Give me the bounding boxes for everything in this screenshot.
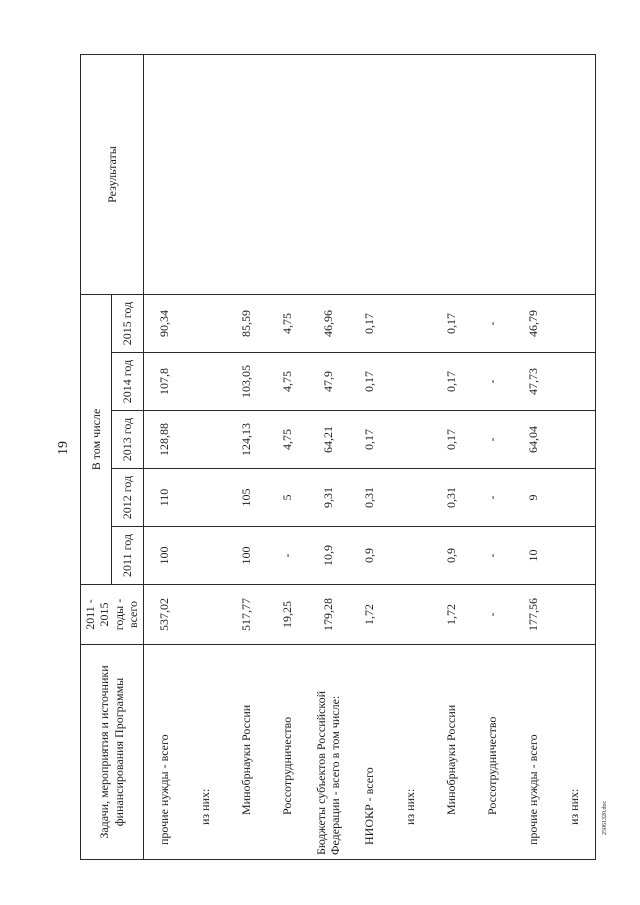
cell-y2013: - xyxy=(472,411,513,469)
cell-y2014: 0,17 xyxy=(431,353,472,411)
table-row xyxy=(472,54,513,859)
cell-y2015: 0,17 xyxy=(431,294,472,352)
cell-y2011 xyxy=(185,527,226,585)
financing-table xyxy=(80,54,596,860)
cell-y2013: 0,17 xyxy=(349,411,390,469)
cell-y2013 xyxy=(185,411,226,469)
cell-y2012 xyxy=(185,469,226,527)
header-total: 2011 - 2015 годы - всего xyxy=(81,585,144,645)
cell-y2015: 0,17 xyxy=(349,294,390,352)
cell-results xyxy=(185,54,226,294)
header-year-2014: 2014 год xyxy=(112,353,143,411)
cell-total: 177,56 xyxy=(513,585,554,645)
row-label: из них: xyxy=(185,645,226,860)
row-label: Минобрнауки России xyxy=(226,645,267,860)
cell-total: 517,77 xyxy=(226,585,267,645)
cell-y2011: - xyxy=(267,527,308,585)
cell-y2014: 47,73 xyxy=(513,353,554,411)
row-label: Минобрнауки России xyxy=(431,645,472,860)
page-number: 19 xyxy=(56,441,71,455)
cell-results xyxy=(554,54,596,294)
table-row xyxy=(431,54,472,859)
cell-results xyxy=(226,54,267,294)
cell-y2012: 0,31 xyxy=(349,469,390,527)
cell-y2013: 64,21 xyxy=(308,411,349,469)
cell-y2013 xyxy=(554,411,596,469)
cell-y2013: 4,75 xyxy=(267,411,308,469)
table-row xyxy=(349,54,390,859)
cell-y2014 xyxy=(185,353,226,411)
cell-y2013: 128,88 xyxy=(143,411,185,469)
cell-y2014 xyxy=(390,353,431,411)
header-year-2011: 2011 год xyxy=(112,527,143,585)
row-label: прочие нужды - всего xyxy=(143,645,185,860)
cell-y2015 xyxy=(390,294,431,352)
table-row xyxy=(226,54,267,859)
cell-y2014 xyxy=(554,353,596,411)
cell-total: 179,28 xyxy=(308,585,349,645)
cell-total xyxy=(185,585,226,645)
cell-y2015: 46,96 xyxy=(308,294,349,352)
cell-y2011: 0,9 xyxy=(431,527,472,585)
cell-results xyxy=(390,54,431,294)
table-row xyxy=(185,54,226,859)
rotated-table-container xyxy=(80,55,600,860)
row-label: из них: xyxy=(554,645,596,860)
cell-y2012: 110 xyxy=(143,469,185,527)
cell-results xyxy=(267,54,308,294)
cell-total: - xyxy=(472,585,513,645)
cell-y2011: 10,9 xyxy=(308,527,349,585)
table-body xyxy=(143,54,595,859)
row-label: из них: xyxy=(390,645,431,860)
table-row xyxy=(390,54,431,859)
cell-y2015 xyxy=(554,294,596,352)
header-year-2015: 2015 год xyxy=(112,294,143,352)
cell-y2014: 103,05 xyxy=(226,353,267,411)
cell-total xyxy=(390,585,431,645)
cell-y2015: 85,59 xyxy=(226,294,267,352)
cell-y2014: 0,17 xyxy=(349,353,390,411)
cell-results xyxy=(431,54,472,294)
cell-y2013: 124,13 xyxy=(226,411,267,469)
table-row xyxy=(143,54,185,859)
table-row xyxy=(554,54,596,859)
cell-results xyxy=(349,54,390,294)
file-footer: 25061320.doc xyxy=(602,800,608,835)
cell-y2011: 10 xyxy=(513,527,554,585)
cell-y2015: 4,75 xyxy=(267,294,308,352)
table-row xyxy=(267,54,308,859)
cell-y2012: 105 xyxy=(226,469,267,527)
cell-y2012: - xyxy=(472,469,513,527)
cell-y2012: 9,31 xyxy=(308,469,349,527)
cell-results xyxy=(143,54,185,294)
cell-y2013: 64,04 xyxy=(513,411,554,469)
header-year-2013: 2013 год xyxy=(112,411,143,469)
cell-y2014: 47,9 xyxy=(308,353,349,411)
header-results: Результаты xyxy=(81,54,144,294)
cell-y2015: 90,34 xyxy=(143,294,185,352)
table-row xyxy=(308,54,349,859)
cell-y2011 xyxy=(554,527,596,585)
cell-y2011: 0,9 xyxy=(349,527,390,585)
row-label: НИОКР - всего xyxy=(349,645,390,860)
row-label: прочие нужды - всего xyxy=(513,645,554,860)
cell-y2014: - xyxy=(472,353,513,411)
cell-total: 1,72 xyxy=(349,585,390,645)
table-row xyxy=(513,54,554,859)
cell-y2012 xyxy=(554,469,596,527)
cell-y2012: 0,31 xyxy=(431,469,472,527)
cell-y2012 xyxy=(390,469,431,527)
cell-y2015: 46,79 xyxy=(513,294,554,352)
cell-y2011 xyxy=(390,527,431,585)
cell-y2012: 9 xyxy=(513,469,554,527)
cell-y2011: - xyxy=(472,527,513,585)
cell-total: 1,72 xyxy=(431,585,472,645)
cell-y2015: - xyxy=(472,294,513,352)
header-including: В том числе xyxy=(81,294,112,584)
cell-total: 19,25 xyxy=(267,585,308,645)
header-year-2012: 2012 год xyxy=(112,469,143,527)
cell-results xyxy=(513,54,554,294)
cell-y2011: 100 xyxy=(143,527,185,585)
cell-y2013 xyxy=(390,411,431,469)
header-tasks: Задачи, мероприятия и источники финансирования Программы xyxy=(81,645,144,860)
cell-y2012: 5 xyxy=(267,469,308,527)
cell-y2013: 0,17 xyxy=(431,411,472,469)
row-label: Россотрудничество xyxy=(472,645,513,860)
cell-total xyxy=(554,585,596,645)
cell-results xyxy=(308,54,349,294)
cell-y2015 xyxy=(185,294,226,352)
cell-y2014: 107,8 xyxy=(143,353,185,411)
cell-total: 537,02 xyxy=(143,585,185,645)
cell-results xyxy=(472,54,513,294)
row-label: Бюджеты субъектов Российской Федерации - всего в том числе: xyxy=(308,645,349,860)
cell-y2011: 100 xyxy=(226,527,267,585)
row-label: Роcсотрудничество xyxy=(267,645,308,860)
cell-y2014: 4,75 xyxy=(267,353,308,411)
